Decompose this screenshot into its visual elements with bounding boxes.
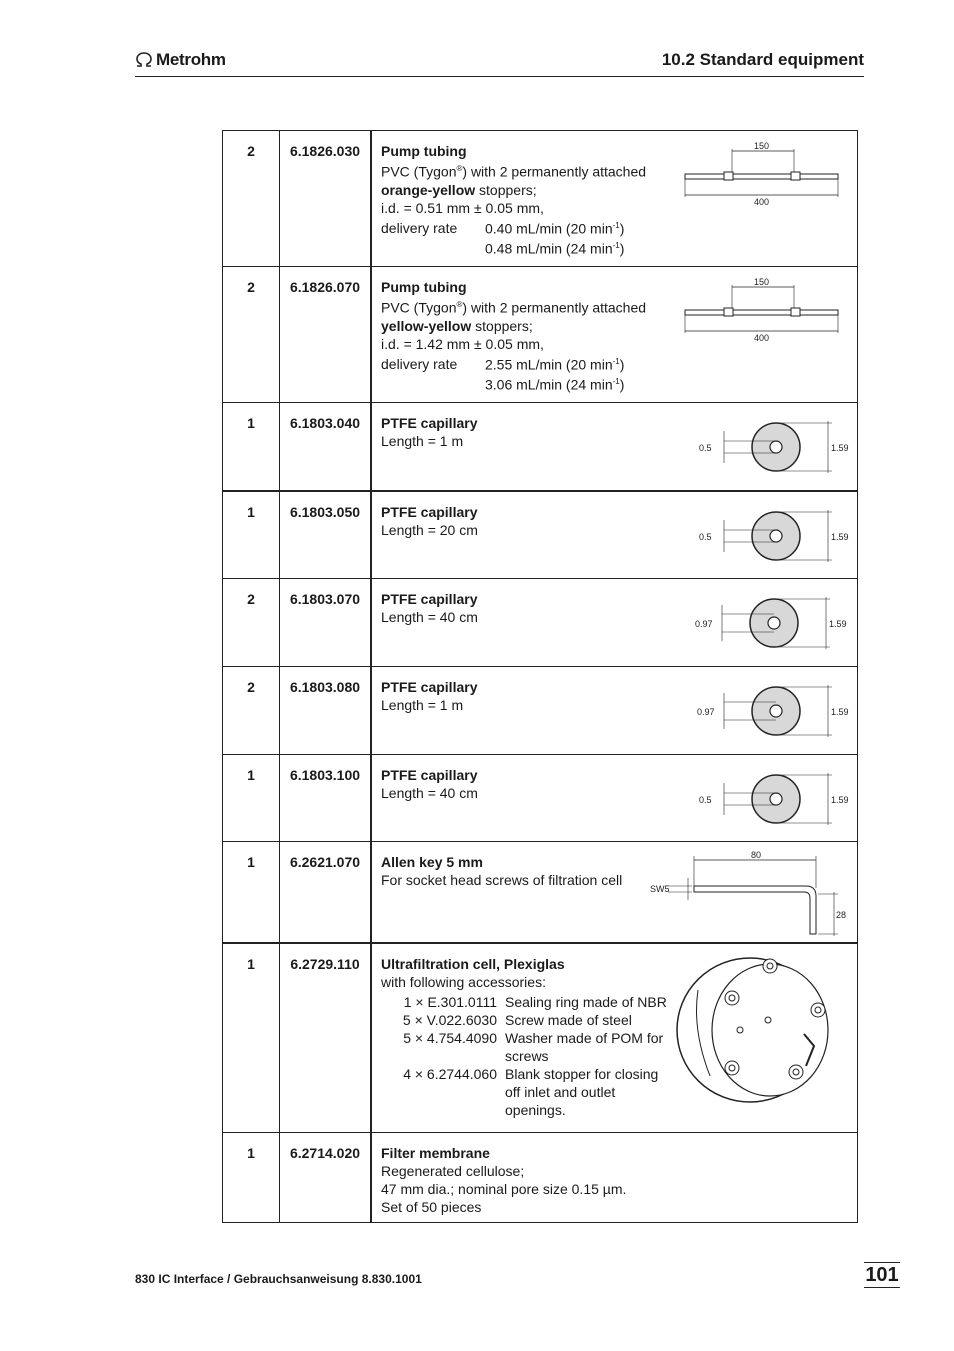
item-material: PVC (Tygon®) with 2 permanently attached xyxy=(381,163,647,180)
description-cell xyxy=(371,943,858,1133)
qty-cell: 1 xyxy=(223,1133,280,1223)
page-header xyxy=(135,48,864,77)
item-delivery-rate: delivery rate 2.55 mL/min (20 $\min^{-1}$) xyxy=(381,356,625,373)
item-length: Length = 1 m xyxy=(381,697,464,713)
svg-text:1.59: 1.59 xyxy=(831,707,849,717)
qty-cell: 1 xyxy=(223,842,280,943)
table-row xyxy=(223,491,858,579)
item-title: PTFE capillary xyxy=(381,503,478,520)
qty-cell: 1 xyxy=(223,491,280,579)
item-length: Length = 40 cm xyxy=(381,785,478,801)
description-cell xyxy=(371,1133,858,1223)
item-description: with following accessories: xyxy=(381,973,546,990)
order-number-cell: 6.2621.070 xyxy=(280,842,372,943)
item-title: Pump tubing xyxy=(381,143,467,159)
description-cell xyxy=(371,755,858,842)
item-description: For socket head screws of filtration cell xyxy=(381,872,623,888)
item-delivery-rate-2: 3.06 mL/min (24 $\min^{-1}$) xyxy=(485,376,625,393)
page-number: 101 xyxy=(865,1264,899,1286)
table-row xyxy=(223,842,858,943)
list-item: 1 × E.301.0111 Sealing ring made of NBR xyxy=(403,993,667,1010)
equipment-table xyxy=(222,130,858,1223)
svg-text:SW5: SW5 xyxy=(650,884,670,894)
item-title: PTFE capillary xyxy=(381,679,478,695)
order-number-cell: 6.1803.070 xyxy=(280,579,372,667)
qty-cell: 1 xyxy=(223,755,280,842)
qty-cell: 2 xyxy=(223,579,280,667)
svg-text:1.59: 1.59 xyxy=(831,443,849,453)
description-cell xyxy=(371,267,858,403)
svg-text:0.97: 0.97 xyxy=(695,619,713,629)
description-cell xyxy=(371,842,858,943)
table-row xyxy=(223,943,858,1133)
order-number-cell: 6.2714.020 xyxy=(280,1133,372,1223)
order-number-cell: 6.1803.100 xyxy=(280,755,372,842)
brand-logo xyxy=(135,50,226,70)
section-title: 10.2 Standard equipment xyxy=(661,50,864,69)
qty-cell: 2 xyxy=(223,667,280,755)
list-item: 5 × V.022.6030 Screw made of steel xyxy=(402,1011,632,1028)
description-cell xyxy=(371,579,858,667)
table-row xyxy=(223,755,858,842)
order-number-cell: 6.2729.110 xyxy=(280,943,372,1133)
qty-cell: 1 xyxy=(223,943,280,1133)
order-number-cell: 6.1803.080 xyxy=(280,667,372,755)
svg-text:80: 80 xyxy=(751,850,762,860)
order-number-cell: 6.1803.040 xyxy=(280,403,372,491)
svg-text:1.59: 1.59 xyxy=(831,795,849,805)
order-number-cell: 6.1803.050 xyxy=(280,491,372,579)
item-length: Length = 20 cm xyxy=(381,521,478,538)
capillary-cross-section xyxy=(694,500,859,579)
item-pack: Set of 50 pieces xyxy=(381,1199,482,1215)
description-cell xyxy=(371,667,858,755)
capillary-cross-section xyxy=(694,763,859,842)
svg-text:0.5: 0.5 xyxy=(699,531,712,542)
item-title: PTFE capillary xyxy=(381,415,478,431)
item-title: Ultrafiltration cell, Plexiglas xyxy=(381,955,565,972)
metrohm-omega-icon xyxy=(135,52,153,68)
qty-cell: 1 xyxy=(223,403,280,491)
description-cell xyxy=(371,403,858,491)
item-stoppers: orange-yellow stoppers; xyxy=(381,181,537,198)
svg-text:1.59: 1.59 xyxy=(829,619,847,629)
capillary-cross-section xyxy=(694,411,859,490)
item-delivery-rate-2: 0.48 mL/min (24 $\min^{-1}$) xyxy=(485,240,625,257)
svg-text:0.5: 0.5 xyxy=(699,443,712,453)
item-title: Allen key 5 mm xyxy=(381,854,483,870)
item-material: PVC (Tygon®) with 2 permanently attached xyxy=(381,299,647,316)
item-size: 47 mm dia.; nominal pore size 0.15 µm. xyxy=(381,1181,627,1197)
list-item: 5 × 4.754.4090 Washer made of POM for screws xyxy=(403,1029,664,1064)
allen-key-drawing xyxy=(648,848,858,944)
table-row xyxy=(223,267,858,403)
table-row xyxy=(223,131,858,267)
dim-inner: 150 xyxy=(754,141,770,151)
tubing-drawing xyxy=(684,139,844,213)
item-title: PTFE capillary xyxy=(381,591,478,607)
order-number-cell: 6.1826.070 xyxy=(280,267,372,403)
tubing-drawing xyxy=(684,275,844,349)
list-item: 4 × 6.2744.060 Blank stopper for closing off inlet and outlet openings. xyxy=(403,1065,659,1118)
svg-text:0.5: 0.5 xyxy=(699,795,712,805)
table-row xyxy=(223,579,858,667)
description-cell xyxy=(371,131,858,267)
item-title: Filter membrane xyxy=(381,1145,490,1161)
description-cell xyxy=(371,491,858,579)
table-row xyxy=(223,403,858,491)
dim-inner: 150 xyxy=(754,277,770,287)
brand-name: Metrohm xyxy=(156,50,226,69)
item-material: Regenerated cellulose; xyxy=(381,1163,525,1179)
order-number-cell: 6.1826.030 xyxy=(280,131,372,267)
item-title: Pump tubing xyxy=(381,279,467,295)
item-length: Length = 40 cm xyxy=(381,609,478,625)
item-delivery-rate: delivery rate 0.40 mL/min (20 $\min^{-1}$) xyxy=(381,220,625,237)
svg-text:1.59: 1.59 xyxy=(831,531,849,542)
svg-text:0.97: 0.97 xyxy=(697,707,715,717)
qty-cell: 2 xyxy=(223,131,280,267)
svg-text:28: 28 xyxy=(836,910,847,920)
table-row xyxy=(223,667,858,755)
filtration-cell-drawing xyxy=(674,950,834,1114)
dim-outer: 400 xyxy=(754,197,770,207)
item-title: PTFE capillary xyxy=(381,767,478,783)
item-length: Length = 1 m xyxy=(381,433,464,449)
table-row xyxy=(223,1133,858,1223)
qty-cell: 2 xyxy=(223,267,280,403)
capillary-cross-section xyxy=(692,675,857,754)
capillary-cross-section xyxy=(690,587,855,666)
dim-outer: 400 xyxy=(754,333,770,343)
item-stoppers: yellow-yellow stoppers; xyxy=(381,317,533,334)
item-inner-diameter: i.d. = 1.42 mm ± 0.05 mm, xyxy=(381,335,544,352)
document-reference: 830 IC Interface / Gebrauchsanweisung 8.830.1001 xyxy=(135,1272,422,1286)
item-inner-diameter: i.d. = 0.51 mm ± 0.05 mm, xyxy=(381,199,544,216)
